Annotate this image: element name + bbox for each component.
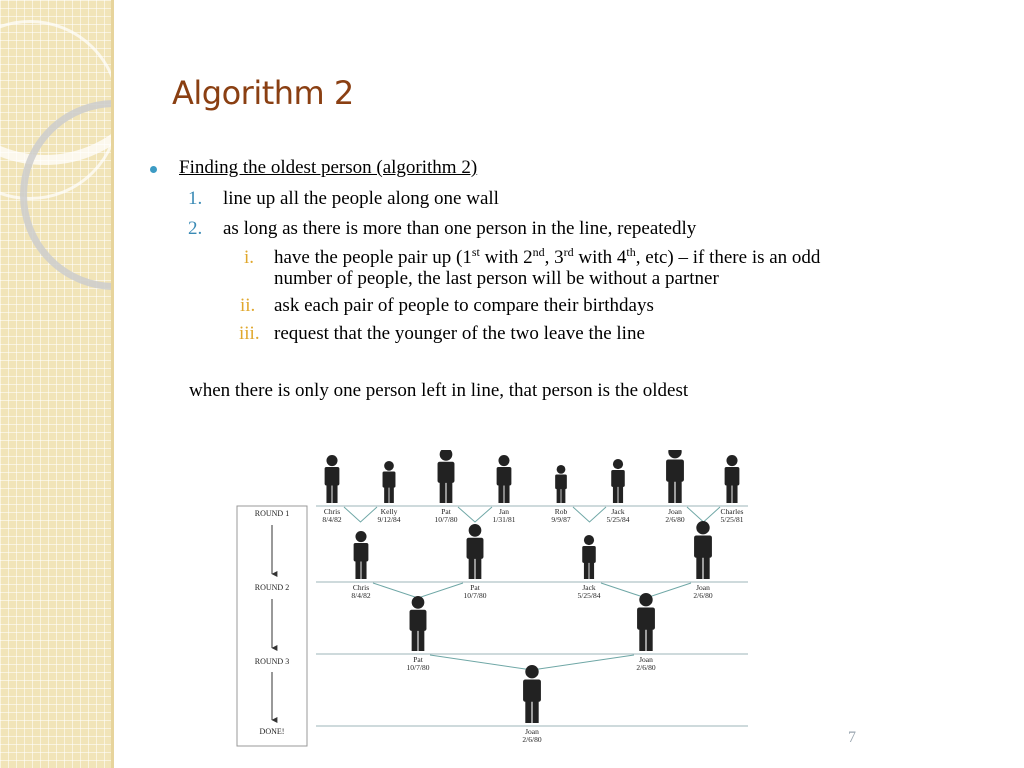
pair-connector	[687, 507, 720, 522]
person-name: Jack	[582, 583, 596, 592]
round-label: ROUND 2	[254, 583, 290, 592]
person-name: Pat	[470, 583, 480, 592]
round-label: DONE!	[259, 727, 285, 736]
substep-text: have the people pair up (1st with 2nd, 3rd with 4th, etc) – if there is an odd	[274, 245, 821, 268]
person-icon	[725, 455, 740, 503]
person-birthday: 10/7/80	[434, 515, 458, 524]
pair-connector	[573, 507, 606, 522]
round-label: ROUND 1	[254, 509, 290, 518]
step-text: as long as there is more than one person in the line, repeatedly	[223, 218, 697, 239]
person-icon	[467, 524, 484, 579]
person-icon	[354, 531, 369, 579]
person-birthday: 5/25/84	[577, 591, 601, 600]
substep-text-continued: number of people, the last person will be without a partner	[274, 268, 719, 289]
person-name: Kelly	[380, 507, 398, 516]
substep-number: ii.	[240, 295, 256, 316]
person-name: Joan	[696, 583, 710, 592]
tournament-diagram	[236, 450, 756, 750]
person-name: Pat	[413, 655, 423, 664]
person-name: Chris	[323, 507, 341, 516]
step-number: 2.	[188, 218, 203, 239]
person-birthday: 8/4/82	[322, 515, 342, 524]
person-name: Jack	[611, 507, 625, 516]
person-icon	[438, 450, 455, 503]
person-birthday: 10/7/80	[463, 591, 487, 600]
step-text: line up all the people along one wall	[223, 188, 499, 209]
slide-title: Algorithm 2	[172, 74, 354, 112]
pair-connector	[373, 583, 463, 598]
person-birthday: 2/6/80	[693, 591, 713, 600]
person-birthday: 5/25/81	[720, 515, 744, 524]
substep-text: request that the younger of the two leave the line	[274, 323, 645, 344]
person-birthday: 2/6/80	[665, 515, 685, 524]
person-birthday: 5/25/84	[606, 515, 630, 524]
person-birthday: 9/9/87	[551, 515, 571, 524]
page-number: 7	[848, 729, 856, 746]
person-icon	[523, 665, 541, 723]
person-name: Pat	[441, 507, 451, 516]
person-name: Chris	[352, 583, 370, 592]
person-icon	[611, 459, 625, 503]
person-icon	[666, 450, 684, 503]
person-icon	[582, 535, 596, 579]
person-icon	[555, 465, 567, 503]
person-icon	[325, 455, 340, 503]
round-label: ROUND 3	[254, 657, 290, 666]
pair-connector	[344, 507, 377, 522]
person-name: Joan	[639, 655, 653, 664]
conclusion-text: when there is only one person left in line, that person is the oldest	[189, 380, 689, 401]
main-bullet: Finding the oldest person (algorithm 2)	[179, 157, 478, 178]
person-icon	[497, 455, 512, 503]
person-name: Joan	[525, 727, 539, 736]
person-birthday: 2/6/80	[522, 735, 542, 744]
person-icon	[383, 461, 396, 503]
person-name: Joan	[668, 507, 682, 516]
substep-text: ask each pair of people to compare their birthdays	[274, 295, 654, 316]
person-icon	[694, 521, 712, 579]
person-name: Jan	[499, 507, 509, 516]
pair-connector	[458, 507, 492, 522]
tournament-diagram-svg	[236, 450, 756, 750]
bullet-icon	[150, 166, 157, 173]
person-icon	[637, 593, 655, 651]
person-birthday: 8/4/82	[351, 591, 371, 600]
decorative-sidebar	[0, 0, 113, 768]
substep-number: i.	[244, 247, 255, 268]
person-birthday: 2/6/80	[636, 663, 656, 672]
person-name: Rob	[554, 507, 568, 516]
person-birthday: 10/7/80	[406, 663, 430, 672]
sidebar-edge	[111, 0, 114, 768]
step-number: 1.	[188, 188, 203, 209]
person-birthday: 1/31/81	[492, 515, 516, 524]
substep-number: iii.	[239, 323, 260, 344]
person-icon	[410, 596, 427, 651]
person-birthday: 9/12/84	[377, 515, 401, 524]
person-name: Charles	[720, 507, 744, 516]
